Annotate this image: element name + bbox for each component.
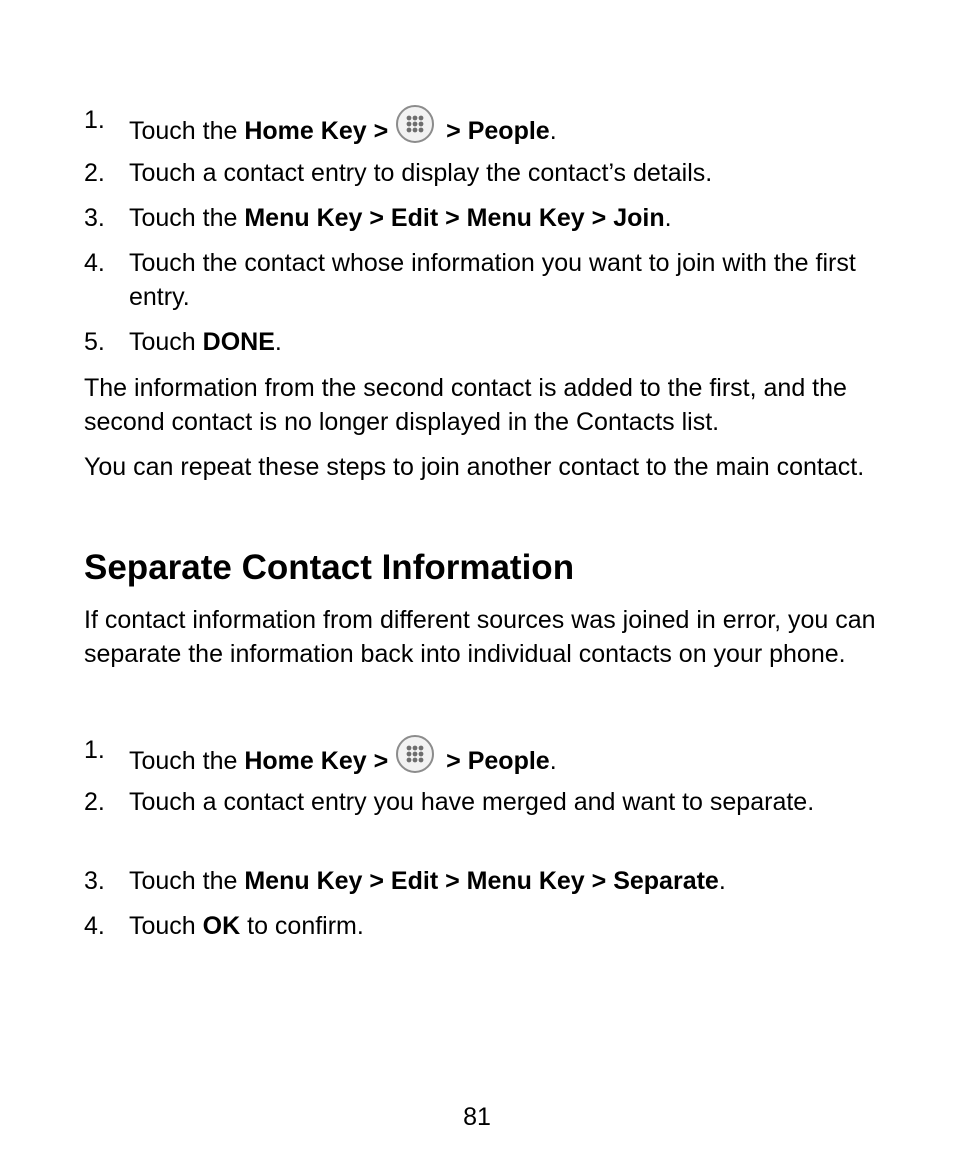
join-step-4 bbox=[84, 246, 904, 314]
section-heading: Separate Contact Information bbox=[84, 548, 575, 587]
join-step-1: 1. Touch the Home Key > > People. bbox=[84, 103, 904, 148]
separate-step-3: 3. Touch the Menu Key > Edit > Menu Key > Separate. bbox=[84, 864, 904, 898]
step-number: 2. bbox=[84, 788, 105, 816]
step-number: 2. bbox=[84, 159, 105, 187]
join-step-5: 5. Touch DONE. bbox=[84, 325, 904, 359]
section-intro: If contact information from different sources was joined in error, you can separate the information back into individual contacts on your phone. bbox=[84, 606, 876, 668]
step-number: 3. bbox=[84, 867, 105, 895]
paragraph-join-result: The information from the second contact is added to the first, and the second contact is no longer displayed in the Contacts list. bbox=[84, 374, 847, 436]
step-number: 4. bbox=[84, 912, 105, 940]
separate-step-2 bbox=[84, 785, 904, 819]
people-label: > People bbox=[446, 117, 550, 145]
separate-step-1: 1. Touch the Home Key > > People. bbox=[84, 733, 904, 778]
people-label: > People bbox=[446, 747, 550, 775]
step-number: 3. bbox=[84, 204, 105, 232]
apps-grid-icon bbox=[394, 733, 436, 775]
step-text: Touch a contact entry you have merged and want to separate. bbox=[129, 788, 815, 816]
step-number: 4. bbox=[84, 249, 105, 277]
ok-label: OK bbox=[202, 912, 241, 940]
step-text: Touch the bbox=[129, 117, 245, 145]
menu-path: Menu Key > Edit > Menu Key > Separate bbox=[244, 867, 719, 895]
step-number: 1. bbox=[84, 736, 105, 764]
apps-grid-icon bbox=[394, 103, 436, 145]
step-text: Touch the contact whose information you want to join with the first entry. bbox=[129, 249, 856, 311]
step-text: Touch a contact entry to display the contact’s details. bbox=[129, 159, 713, 187]
step-number: 1. bbox=[84, 106, 105, 134]
home-key-label: Home Key > bbox=[244, 117, 389, 145]
separate-step-4: 4. Touch OK to confirm. bbox=[84, 909, 904, 943]
paragraph-repeat: You can repeat these steps to join another contact to the main contact. bbox=[84, 453, 865, 481]
join-step-3: 3. Touch the Menu Key > Edit > Menu Key > Join. bbox=[84, 201, 904, 235]
page-number: 81 bbox=[463, 1103, 491, 1131]
home-key-label: Home Key > bbox=[244, 747, 389, 775]
join-step-2 bbox=[84, 156, 904, 190]
menu-path: Menu Key > Edit > Menu Key > Join bbox=[244, 204, 665, 232]
done-label: DONE bbox=[202, 328, 275, 356]
step-number: 5. bbox=[84, 328, 105, 356]
